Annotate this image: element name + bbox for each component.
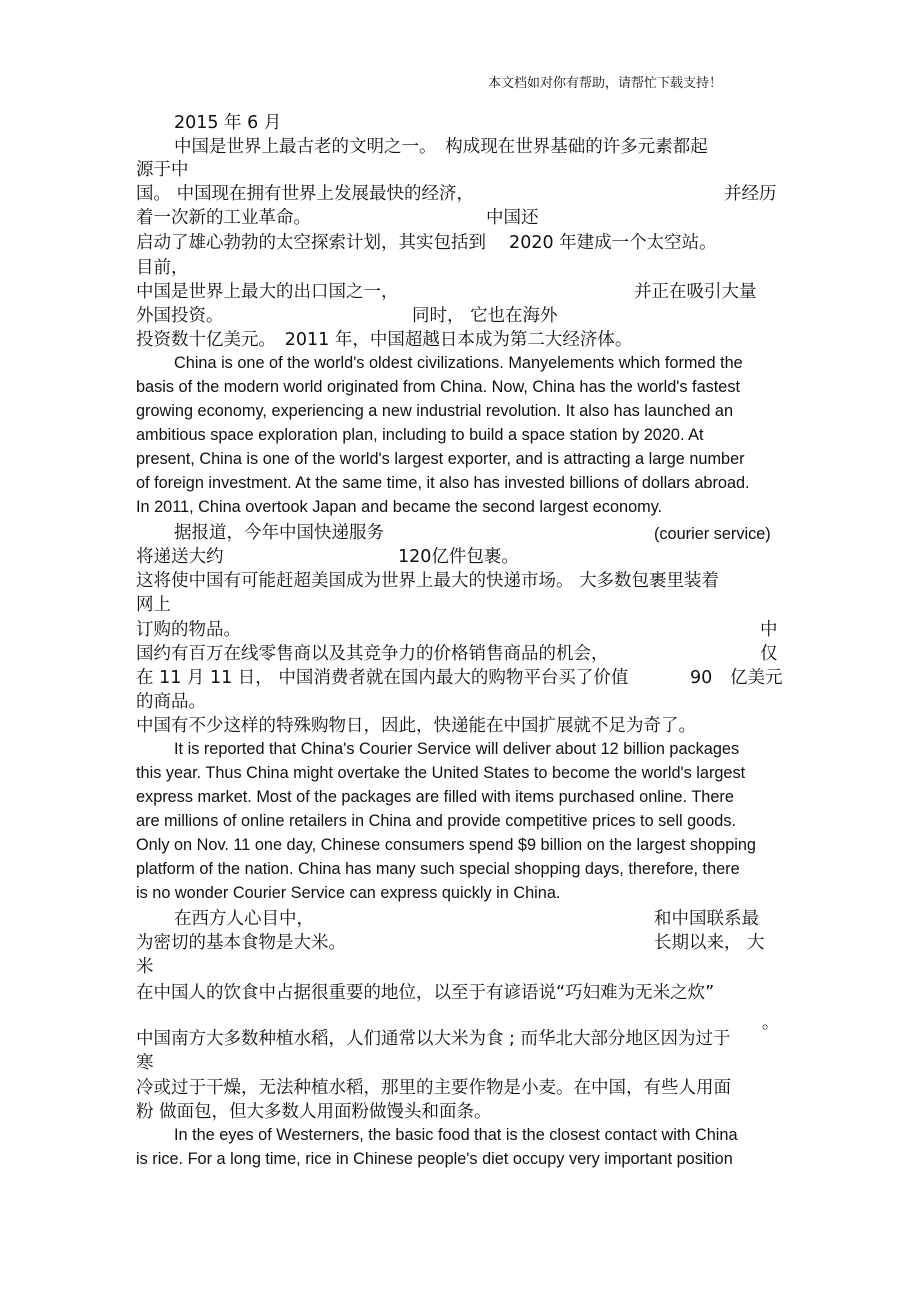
p2-zh-line: 国约有百万在线零售商以及其竞争力的价格销售商品的机会，	[136, 644, 609, 664]
p3-zh-line: 长期以来， 大	[654, 933, 765, 953]
p1-zh-line: 着一次新的工业革命。	[136, 208, 311, 228]
p2-zh-line: 中国有不少这样的特殊购物日，因此，快递能在中国扩展就不足为奇了。	[136, 716, 696, 736]
p1-zh-line: 中国是世界上最古老的文明之一。 构成现在世界基础的许多元素都起	[174, 137, 708, 157]
p2-zh-line: 这将使中国有可能赶超美国成为世界上最大的快递市场。 大多数包裹里装着	[136, 571, 720, 591]
p2-en-line: Only on Nov. 11 one day, Chinese consumers spend $9 billion on the largest shopping	[136, 836, 756, 854]
p3-zh-line: 在西方人心目中，	[174, 909, 314, 929]
p2-zh-line: (courier service)	[654, 525, 771, 543]
p1-zh-line: 并正在吸引大量	[634, 282, 757, 302]
p1-zh-line: 并经历	[724, 184, 777, 204]
p3-en-line: is rice. For a long time, rice in Chinese people's diet occupy very important position	[136, 1150, 733, 1168]
p2-en-line: It is reported that China's Courier Service will deliver about 12 billion packages	[174, 740, 740, 758]
p2-zh-line: 仅	[760, 644, 778, 664]
p1-en-line: present, China is one of the world's largest exporter, and is attracting a large number	[136, 450, 745, 468]
p1-zh-line: 同时， 它也在海外	[412, 306, 558, 326]
p2-zh-line: 网上	[136, 595, 171, 615]
p1-zh-line: 外国投资。	[136, 306, 224, 326]
p2-zh-line: 订购的物品。	[136, 620, 241, 640]
p3-zh-line: 和中国联系最	[654, 909, 759, 929]
p3-zh-line: 冷或过于干燥，无法种植水稻，那里的主要作物是小麦。在中国，有些人用面	[136, 1078, 731, 1098]
date-line: 2015 年 6 月	[174, 113, 282, 133]
p3-zh-line: 在中国人的饮食中占据很重要的地位，以至于有谚语说“巧妇难为无米之炊”	[136, 983, 715, 1003]
p2-zh-line: 的商品。	[136, 692, 206, 712]
p3-zh-period: 。	[762, 1013, 779, 1033]
p3-en-line: In the eyes of Westerners, the basic food that is the closest contact with China	[174, 1126, 738, 1144]
p1-zh-line: 投资数十亿美元。 2011 年，中国超越日本成为第二大经济体。	[136, 330, 633, 350]
p3-zh-line: 为密切的基本食物是大米。	[136, 933, 346, 953]
p3-zh-line: 中国南方大多数种植水稻，人们通常以大米为食 ; 而华北大部分地区因为过于	[136, 1029, 731, 1049]
p2-zh-line: 120亿件包裹。	[398, 547, 519, 567]
p2-en-line: are millions of online retailers in China and provide competitive prices to sell goods.	[136, 812, 736, 830]
p2-en-line: express market. Most of the packages are filled with items purchased online. There	[136, 788, 734, 806]
p2-zh-line: 亿美元	[730, 668, 783, 688]
p2-zh-line: 90	[690, 668, 713, 688]
p2-en-line: this year. Thus China might overtake the United States to become the world's largest	[136, 764, 746, 782]
p3-zh-line: 粉 做面包，但大多数人用面粉做馒头和面条。	[136, 1102, 492, 1122]
p1-zh-line: 中国是世界上最大的出口国之一，	[136, 282, 399, 302]
p1-en-line: of foreign investment. At the same time, it also has invested billions of dollars abroad.	[136, 474, 750, 492]
p1-zh-line: 国。 中国现在拥有世界上发展最快的经济，	[136, 184, 475, 204]
p1-zh-line: 中国还	[486, 208, 539, 228]
p2-zh-line: 在 11 月 11 日， 中国消费者就在国内最大的购物平台买了价值	[136, 668, 629, 688]
p2-zh-line: 将递送大约	[136, 547, 224, 567]
p1-zh-line: 启动了雄心勃勃的太空探索计划，其实包括到 2020 年建成一个太空站。	[136, 233, 717, 253]
p1-en-line: growing economy, experiencing a new industrial revolution. It also has launched an	[136, 402, 734, 420]
p3-zh-line: 寒	[136, 1053, 154, 1073]
p1-zh-line: 源于中	[136, 160, 189, 180]
p1-en-line: ambitious space exploration plan, including to build a space station by 2020. At	[136, 426, 704, 444]
p1-zh-line: 目前，	[136, 258, 189, 278]
p1-en-line: China is one of the world's oldest civilizations. Manyelements which formed the	[174, 354, 743, 372]
p3-zh-line: 米	[136, 957, 154, 977]
p2-en-line: platform of the nation. China has many such special shopping days, therefore, there	[136, 860, 740, 878]
p2-en-line: is no wonder Courier Service can express quickly in China.	[136, 884, 561, 902]
header-note: 本文档如对你有帮助，请帮忙下载支持！	[488, 76, 723, 91]
p2-zh-line: 据报道，今年中国快递服务	[174, 523, 384, 543]
p2-zh-line: 中	[760, 620, 778, 640]
p1-en-line: In 2011, China overtook Japan and became the second largest economy.	[136, 498, 663, 516]
p1-en-line: basis of the modern world originated from China. Now, China has the world's fastest	[136, 378, 741, 396]
